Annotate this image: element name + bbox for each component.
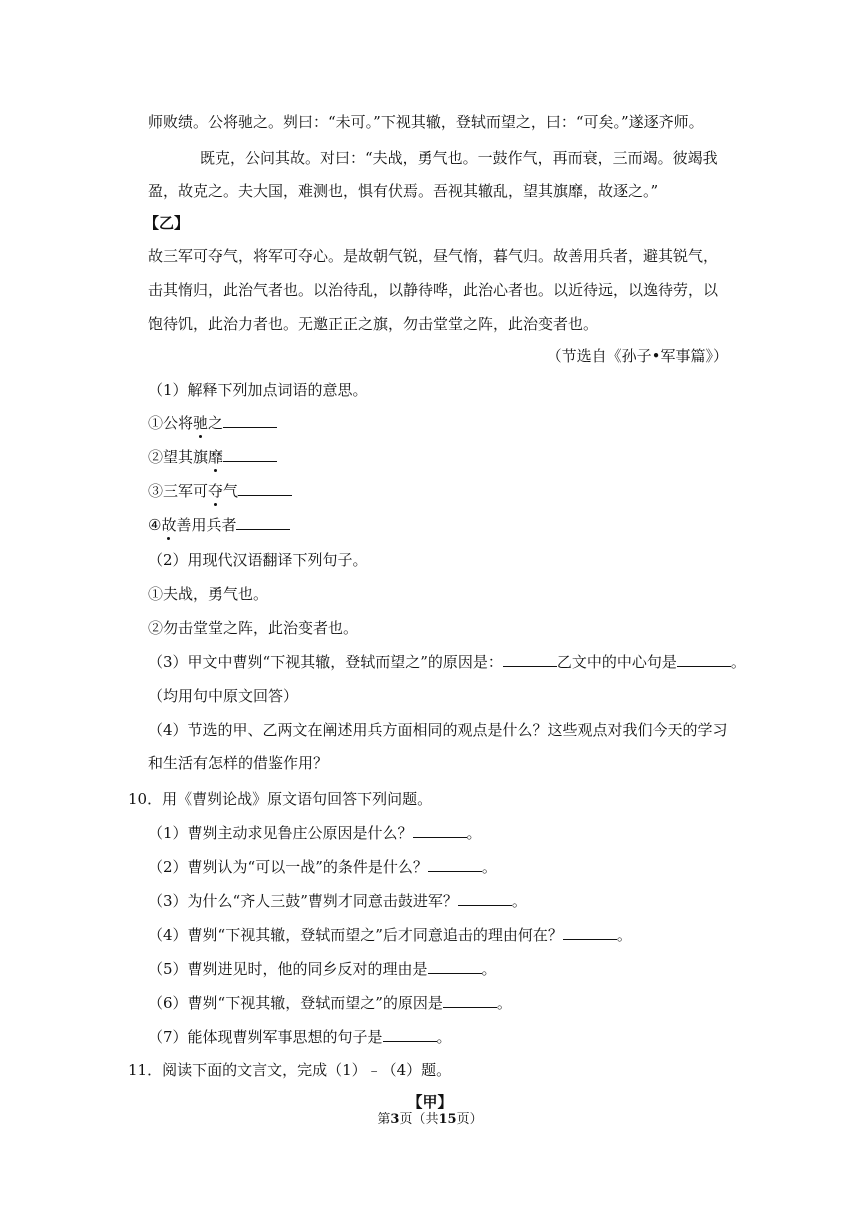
question-item: （3）为什么“齐人三鼓”曹刿才同意击鼓进军？ 。	[148, 892, 527, 910]
passage-line: 盈，故克之。夫大国，难测也，惧有伏焉。吾视其辙乱，望其旗靡，故逐之。”	[148, 182, 659, 200]
question-prompt: （1）解释下列加点词语的意思。	[148, 381, 368, 399]
answer-blank[interactable]	[428, 959, 482, 974]
dotted-char: 靡	[208, 448, 224, 466]
question-note: （均用句中原文回答）	[148, 687, 299, 705]
question-prompt: （4）节选的甲、乙两文在阐述用兵方面相同的观点是什么？这些观点对我们今天的学习	[148, 721, 728, 739]
dotted-char: 驰	[193, 414, 209, 432]
answer-blank[interactable]	[503, 652, 557, 667]
passage-line: 师败绩。公将驰之。刿曰：“未可。”下视其辙，登轼而望之，曰：“可矣。”遂逐齐师。	[148, 113, 704, 131]
question-item: （5）曹刿进见时，他的同乡反对的理由是 。	[148, 960, 497, 978]
answer-blank[interactable]	[458, 891, 512, 906]
passage-line: 饱待饥，此治力者也。无邀正正之旗，勿击堂堂之阵，此治变者也。	[148, 315, 599, 333]
answer-blank[interactable]	[443, 993, 497, 1008]
answer-blank[interactable]	[428, 857, 482, 872]
passage-line: 既克，公问其故。对曰：“夫战，勇气也。一鼓作气，再而衰，三而竭。彼竭我	[200, 149, 718, 167]
answer-blank[interactable]	[223, 447, 277, 462]
passage-line: 击其惰归，此治气者也。以治待乱，以静待哗，此治心者也。以近待远，以逸待劳，以	[148, 281, 719, 299]
question-item: （6）曹刿“下视其辙，登轼而望之”的原因是 。	[148, 994, 512, 1012]
source-citation: （节选自《孙子•军事篇》）	[546, 347, 728, 365]
dotted-char: 故	[161, 516, 177, 534]
question-item: （7）能体现曹刿军事思想的句子是 。	[148, 1028, 452, 1046]
question-item: ①夫战，勇气也。	[148, 585, 269, 603]
problem-title: 11．阅读下面的文言文，完成（1）﹣（4）题。	[128, 1061, 452, 1079]
section-heading-yi: 【乙】	[144, 214, 190, 232]
answer-blank[interactable]	[223, 413, 277, 428]
question-item: ③三军可夺气	[148, 481, 292, 501]
question-item: （4）曹刿“下视其辙，登轼而望之”后才同意追击的理由何在？ 。	[148, 926, 632, 944]
page-footer: 第3页（共15页）	[377, 1112, 483, 1127]
answer-blank[interactable]	[677, 652, 731, 667]
question-prompt: （3）甲文中曹刿“下视其辙，登轼而望之”的原因是： 乙文中的中心句是 。	[148, 653, 746, 671]
question-prompt: 和生活有怎样的借鉴作用？	[148, 754, 329, 772]
answer-blank[interactable]	[563, 925, 617, 940]
question-item: ②勿击堂堂之阵，此治变者也。	[148, 619, 359, 637]
question-item: ②望其旗靡	[148, 447, 277, 467]
answer-blank[interactable]	[238, 481, 292, 496]
question-item: （2）曹刿认为“可以一战”的条件是什么？ 。	[148, 858, 497, 876]
question-item: ①公将驰之	[148, 413, 277, 433]
answer-blank[interactable]	[236, 515, 290, 530]
section-heading-jia: 【甲】	[407, 1093, 453, 1111]
passage-line: 故三军可夺气，将军可夺心。是故朝气锐，昼气惰，暮气归。故善用兵者，避其锐气，	[148, 247, 719, 265]
answer-blank[interactable]	[413, 823, 467, 838]
question-item: （1）曹刿主动求见鲁庄公原因是什么？ 。	[148, 824, 482, 842]
question-prompt: （2）用现代汉语翻译下列句子。	[148, 551, 368, 569]
dotted-char: 夺	[208, 482, 224, 500]
answer-blank[interactable]	[383, 1027, 437, 1042]
problem-title: 10．用《曹刿论战》原文语句回答下列问题。	[128, 790, 433, 808]
question-item: ④故善用兵者	[148, 515, 290, 535]
